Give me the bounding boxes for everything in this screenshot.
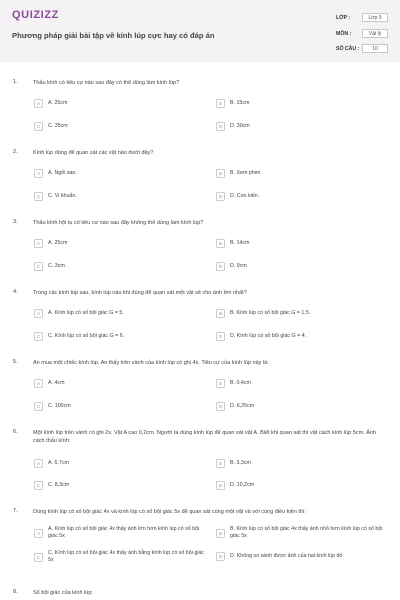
grade-value: Lớp 9: [362, 13, 388, 22]
option-text: C. 8,3cm: [48, 482, 70, 488]
option-text: C. Vi khuẩn.: [48, 193, 77, 199]
question-text: Trong các kính lúp sau, kính lúp nào khi dùng để quan sát một vật sẽ cho ảnh lớn nhất?: [33, 290, 247, 296]
option-letter-box: A: [34, 459, 43, 468]
option-text: A. Kính lúp có số bội giác G = 5.: [48, 310, 124, 316]
option-text: B. Kính lúp có số bội giác 4x thấy ảnh nhỏ hơn kính lúp có số bội giác 5x: [230, 526, 383, 539]
question-number: 3.: [13, 219, 18, 225]
option-letter-box: A: [34, 529, 43, 538]
option-a[interactable]: [34, 309, 214, 318]
question-text: Thấu kính có tiêu cự nào sau đây có thể dùng làm kính lúp?: [33, 80, 180, 86]
option-letter-box: B: [216, 169, 225, 178]
option-d[interactable]: [216, 402, 391, 411]
option-letter-box: D: [216, 122, 225, 131]
option-c[interactable]: [34, 402, 214, 411]
option-a[interactable]: [34, 459, 214, 468]
option-letter-box: A: [34, 169, 43, 178]
question-text: Một kính lúp trên vành có ghi 2x. Vật A cao 0,2cm. Người ta dùng kính lúp để quan sát vật A. Biết khi quan sát thì vật cách kính lúp 5cm. Ảnh cách thấu kính:: [33, 430, 376, 444]
option-b[interactable]: [216, 379, 391, 388]
option-text: C. Kính lúp có số bội giác G = 6.: [48, 333, 125, 339]
option-text: C. 3cm: [48, 263, 65, 269]
option-letter-box: A: [34, 379, 43, 388]
option-letter-box: C: [34, 192, 43, 201]
option-b[interactable]: [216, 309, 391, 318]
option-letter-box: B: [216, 459, 225, 468]
option-a[interactable]: [34, 239, 214, 248]
quizizz-logo: QUIZIZZ: [12, 9, 59, 21]
option-letter-box: B: [216, 309, 225, 318]
subject-value: Vật lý: [362, 29, 388, 38]
option-d[interactable]: [216, 262, 391, 271]
option-letter-box: C: [34, 553, 43, 562]
option-text: D. 6,25cm: [230, 403, 255, 409]
option-letter-box: A: [34, 99, 43, 108]
option-letter-box: A: [34, 309, 43, 318]
option-d[interactable]: [216, 552, 391, 561]
option-a[interactable]: [34, 379, 214, 388]
option-letter-box: B: [216, 239, 225, 248]
grade-label: LỚP :: [336, 15, 351, 21]
option-text: B. 0,4cm: [230, 380, 251, 386]
option-text: B. 15cm: [230, 100, 250, 106]
option-b[interactable]: [216, 239, 391, 248]
option-letter-box: D: [216, 262, 225, 271]
option-c[interactable]: [34, 262, 214, 271]
option-text: B. 14cm: [230, 240, 250, 246]
option-b[interactable]: [216, 169, 391, 178]
option-text: A. 6,7cm: [48, 460, 69, 466]
option-text: A. Ngôi sao.: [48, 170, 77, 176]
question-text: Thấu kính hội tụ có tiêu cự nào sau đây không thể dùng làm kính lúp?: [33, 220, 204, 226]
option-letter-box: C: [34, 122, 43, 131]
option-c[interactable]: [34, 332, 214, 341]
worksheet-title: Phương pháp giải bài tập về kính lúp cực hay có đáp án: [12, 31, 215, 40]
question-text: Kính lúp dùng để quan sát các vật nào dưới đây?: [33, 150, 154, 156]
option-a[interactable]: [34, 99, 214, 108]
option-text: B. Kính lúp có số bội giác G = 1,5.: [230, 310, 311, 316]
option-text: C. Kính lúp có số bội giác 4x thấy ảnh bằng kính lúp có số bội giác 5x: [48, 550, 205, 563]
option-letter-box: B: [216, 529, 225, 538]
option-c[interactable]: [34, 192, 214, 201]
option-letter-box: C: [34, 402, 43, 411]
option-b[interactable]: [216, 459, 391, 468]
question-count-value: 10: [362, 44, 388, 53]
option-letter-box: D: [216, 402, 225, 411]
option-letter-box: C: [34, 262, 43, 271]
option-text: A. Kính lúp có số bội giác 4x thấy ảnh lớn hơn kính lúp có số bội giác 5x: [48, 526, 200, 539]
option-letter-box: A: [34, 239, 43, 248]
option-text: B. 3,3cm: [230, 460, 251, 466]
option-letter-box: D: [216, 552, 225, 561]
option-a[interactable]: [34, 526, 214, 540]
question-text: An mua một chiếc kính lúp. An thấy trên vành của kính lúp có ghi 4x. Tiêu cự của kính lúp này là:: [33, 360, 269, 366]
option-letter-box: D: [216, 481, 225, 490]
option-letter-box: B: [216, 379, 225, 388]
option-letter-box: C: [34, 332, 43, 341]
question-number: 5.: [13, 359, 18, 365]
option-d[interactable]: [216, 332, 391, 341]
option-b[interactable]: [216, 526, 391, 540]
option-letter-box: B: [216, 99, 225, 108]
option-text: A. 25cm: [48, 100, 68, 106]
question-number: 8.: [13, 589, 18, 595]
question-number: 1.: [13, 79, 18, 85]
option-d[interactable]: [216, 122, 391, 131]
option-letter-box: C: [34, 481, 43, 490]
question-text: Số bội giác của kính lúp:: [33, 590, 93, 596]
option-a[interactable]: [34, 169, 214, 178]
option-c[interactable]: [34, 481, 214, 490]
option-letter-box: D: [216, 192, 225, 201]
option-d[interactable]: [216, 192, 391, 201]
question-text: Dùng kính lúp có số bội giác 4x và kính lúp có số bội giác 5x để quan sát cùng một vật và với cùng điều kiện thì:: [33, 509, 306, 515]
question-count-label: SỐ CÂU :: [336, 46, 360, 52]
subject-label: MÔN :: [336, 31, 352, 37]
question-number: 7.: [13, 508, 18, 514]
option-c[interactable]: [34, 550, 214, 564]
option-text: A. 25cm: [48, 240, 68, 246]
option-text: C. 100cm: [48, 403, 71, 409]
option-letter-box: D: [216, 332, 225, 341]
option-text: C. 35cm: [48, 123, 68, 129]
option-c[interactable]: [34, 122, 214, 131]
worksheet-header: [0, 0, 400, 62]
option-text: D. Con kiến.: [230, 193, 260, 199]
option-text: D. Không so sánh được ảnh của hai kính lúp đó: [230, 553, 343, 559]
option-text: D. 10,2cm: [230, 482, 255, 488]
question-number: 6.: [13, 429, 18, 435]
question-number: 4.: [13, 289, 18, 295]
option-b[interactable]: [216, 99, 391, 108]
option-text: D. Kính lúp có số bội giác G = 4.: [230, 333, 307, 339]
option-d[interactable]: [216, 481, 391, 490]
option-text: B. Xem phim.: [230, 170, 262, 176]
question-number: 2.: [13, 149, 18, 155]
option-text: A. 4cm: [48, 380, 65, 386]
option-text: D. 9cm: [230, 263, 247, 269]
option-text: D. 30cm: [230, 123, 250, 129]
